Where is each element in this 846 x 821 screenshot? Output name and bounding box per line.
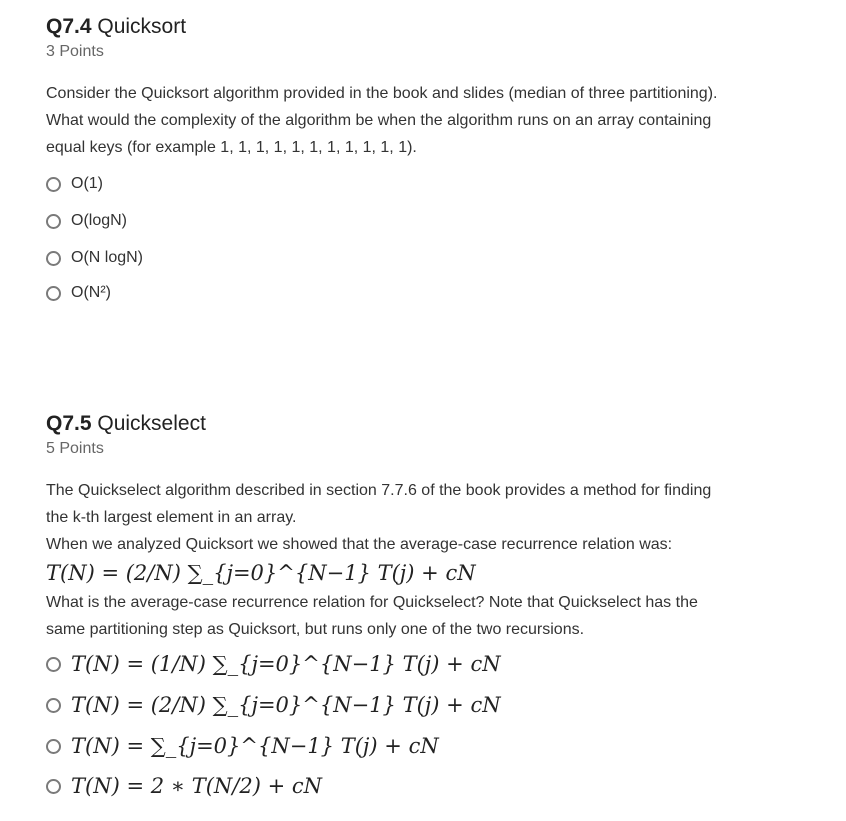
radio-button[interactable] (46, 739, 61, 754)
option-1-over-n[interactable] (46, 652, 501, 676)
radio-button[interactable] (46, 698, 61, 713)
radio-button[interactable] (46, 251, 61, 266)
radio-button[interactable] (46, 214, 61, 229)
prompt-line: Consider the Quicksort algorithm provided in the book and slides (median of three partitioning). (46, 85, 718, 102)
option-label: T(N) = (1/N) ∑_{j=0}^{N−1} T(j) + cN (71, 652, 501, 676)
question-number: Q7.4 (46, 15, 92, 38)
question-prompt (46, 80, 816, 161)
prompt-line: equal keys (for example 1, 1, 1, 1, 1, 1, 1, 1, 1, 1, 1). (46, 139, 417, 156)
prompt-line: same partitioning step as Quicksort, but runs only one of the two recursions. (46, 621, 585, 638)
question-points: 3 Points (46, 43, 104, 60)
option-label: T(N) = (2/N) ∑_{j=0}^{N−1} T(j) + cN (71, 693, 501, 717)
radio-button[interactable] (46, 779, 61, 794)
question-q74 (46, 14, 816, 61)
question-name: Quicksort (97, 15, 187, 38)
option-label: T(N) = 2 ∗ T(N/2) + cN (71, 774, 322, 798)
question-prompt (46, 477, 816, 558)
option-ologn[interactable] (46, 212, 127, 230)
option-label: O(N²) (71, 284, 111, 301)
question-number: Q7.5 (46, 412, 92, 435)
option-2-over-n[interactable] (46, 693, 501, 717)
question-title (46, 411, 816, 437)
option-label: O(logN) (71, 212, 128, 229)
question-title (46, 14, 816, 40)
prompt-line: What would the complexity of the algorithm be when the algorithm runs on an array containing (46, 112, 712, 129)
question-prompt-2 (46, 589, 816, 643)
option-on2[interactable] (46, 284, 111, 302)
option-label: O(N logN) (71, 249, 144, 266)
prompt-line: the k-th largest element in an array. (46, 509, 297, 526)
radio-button[interactable] (46, 657, 61, 672)
option-label: O(1) (71, 175, 103, 192)
option-2t-half[interactable] (46, 774, 322, 798)
option-o1[interactable] (46, 175, 103, 193)
question-q75 (46, 411, 816, 458)
recurrence-formula (46, 561, 816, 585)
formula-text: T(N) = (2/N) ∑_{j=0}^{N−1} T(j) + cN (46, 561, 476, 585)
option-onlogn[interactable] (46, 249, 143, 267)
question-name: Quickselect (97, 412, 206, 435)
question-points: 5 Points (46, 440, 104, 457)
option-label: T(N) = ∑_{j=0}^{N−1} T(j) + cN (71, 734, 439, 758)
prompt-line: What is the average-case recurrence relation for Quickselect? Note that Quickselect has the (46, 594, 698, 611)
radio-button[interactable] (46, 286, 61, 301)
option-sum[interactable] (46, 734, 439, 758)
prompt-line: When we analyzed Quicksort we showed that the average-case recurrence relation was: (46, 536, 673, 553)
radio-button[interactable] (46, 177, 61, 192)
prompt-line: The Quickselect algorithm described in section 7.7.6 of the book provides a method for finding (46, 482, 712, 499)
